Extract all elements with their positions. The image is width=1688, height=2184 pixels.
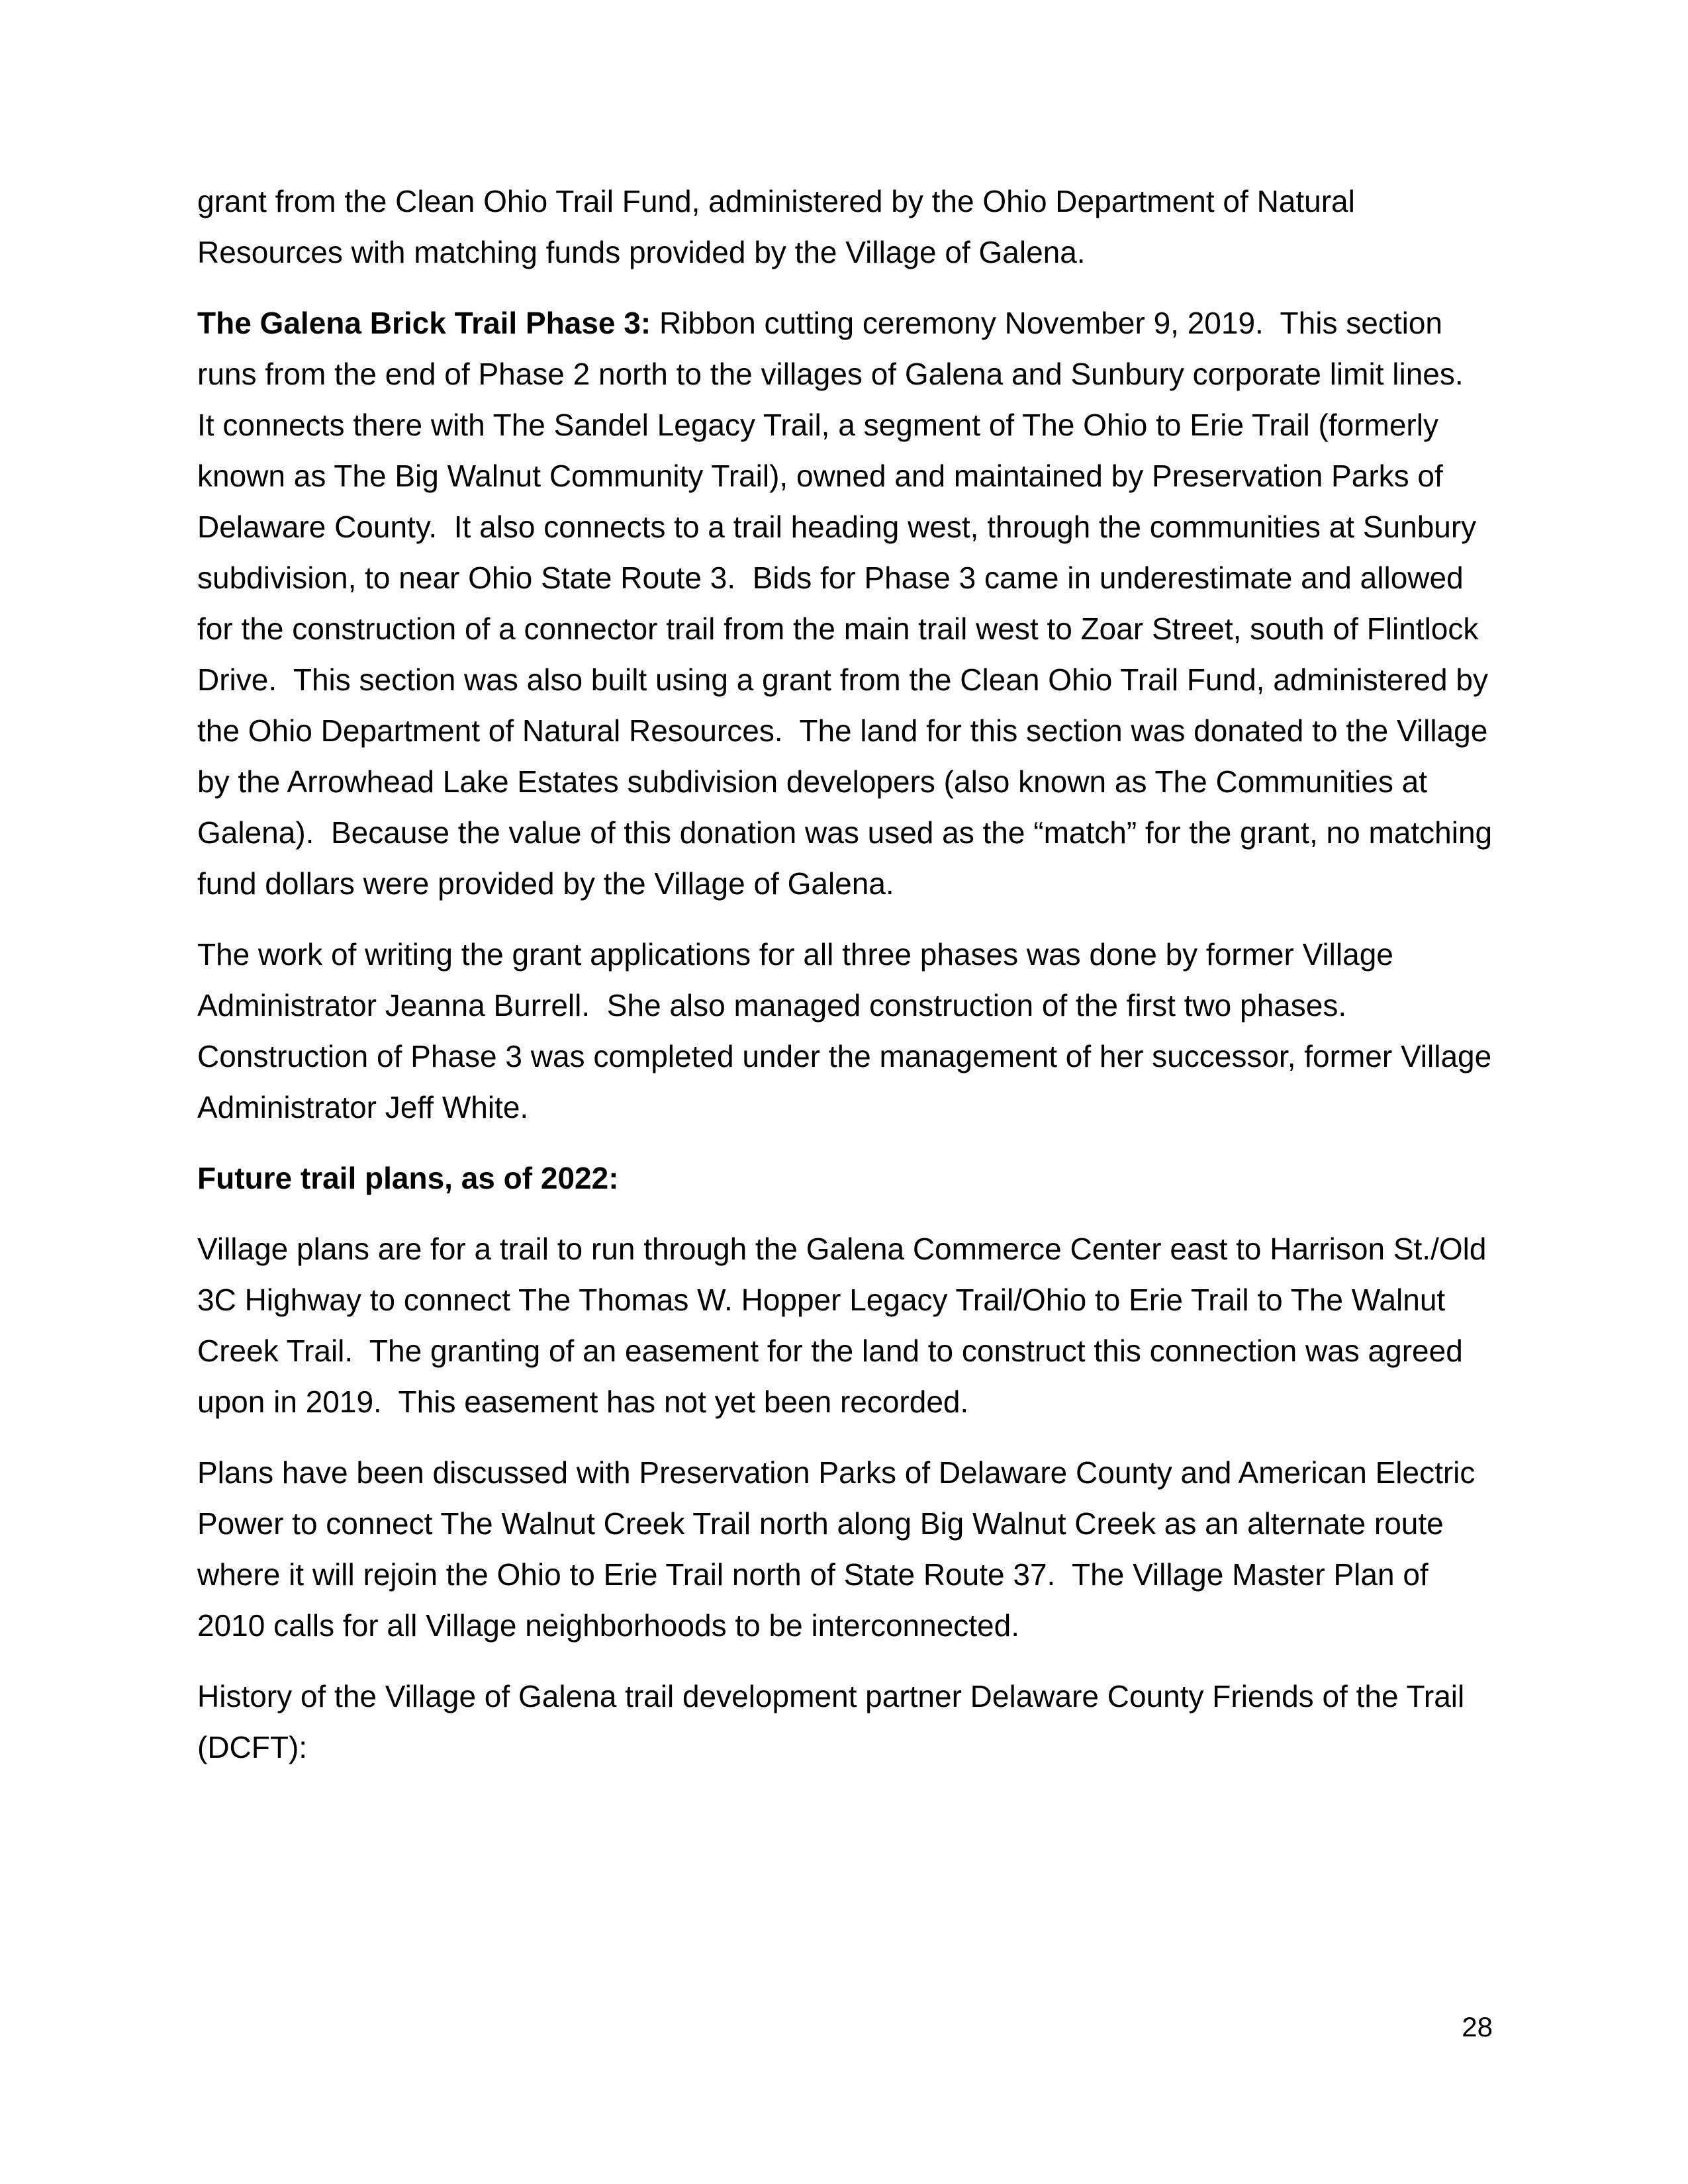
- paragraph-lead-galena-brick-trail-phase-3: The Galena Brick Trail Phase 3:: [197, 306, 651, 340]
- section-heading-future-trail-plans: [197, 1153, 1493, 1204]
- paragraph-preservation-parks-plans: Plans have been discussed with Preservation Parks of Delaware County and American Electric Power to connect The Walnut Creek Trail north along Big Walnut Creek as an alternate route where it will rejoin the Ohio to Erie Trail north of State Route 37. The Village Master Plan of 2010 calls for all Village neighborhoods to be interconnected.: [197, 1455, 1484, 1643]
- section-heading-future-trail-plans-text: Future trail plans, as of 2022:: [197, 1161, 619, 1195]
- paragraph-grant-continuation: grant from the Clean Ohio Trail Fund, administered by the Ohio Department of Natural Resources with matching funds provided by the Village of Galena.: [197, 184, 1364, 269]
- page-number: 28: [1462, 2011, 1493, 2042]
- paragraph-galena-brick-trail-phase-3: [197, 298, 1501, 909]
- paragraph-grant-applications: The work of writing the grant applications for all three phases was done by former Village Administrator Jeanna Burrell. She also managed construction of the first two phases. Construction of Phase 3 was completed under the management of her successor, former Village Administrator Jeff White.: [197, 937, 1499, 1124]
- paragraph-village-plans: Village plans are for a trail to run through the Galena Commerce Center east to Harrison St./Old 3C Highway to connect The Thomas W. Hopper Legacy Trail/Ohio to Erie Trail to The Walnut Creek Trail. The granting of an easement for the land to construct this connection was agreed upon in 2019. This easement has not yet been recorded.: [197, 1232, 1495, 1419]
- paragraph-history-dcft: History of the Village of Galena trail development partner Delaware County Friends of the Trail (DCFT):: [197, 1679, 1474, 1764]
- paragraph-text-galena-brick-trail-phase-3: Ribbon cutting ceremony November 9, 2019. This section runs from the end of Phase 2 north to the villages of Galena and Sunbury corporate limit lines. It connects there with The Sandel Legacy Trail, a segment of The Ohio to Erie Trail (formerly known as The Big Walnut Community Trail), owned and maintained by Preservation Parks of Delaware County. It also connects to a trail heading west, through the communities at Sunbury subdivision, to near Ohio State Route 3. Bids for Phase 3 came in underestimate and allowed for the construction of a connector trail from the main trail west to Zoar Street, south of Flintlock Drive. This section was also built using a grant from the Clean Ohio Trail Fund, administered by the Ohio Department of Natural Resources. The land for this section was donated to the Village by the Arrowhead Lake Estates subdivision developers (also known as The Communities at Galena). Because the value of this donation was used as the “match” for the grant, no matching fund dollars were provided by the Village of Galena.: [197, 306, 1501, 901]
